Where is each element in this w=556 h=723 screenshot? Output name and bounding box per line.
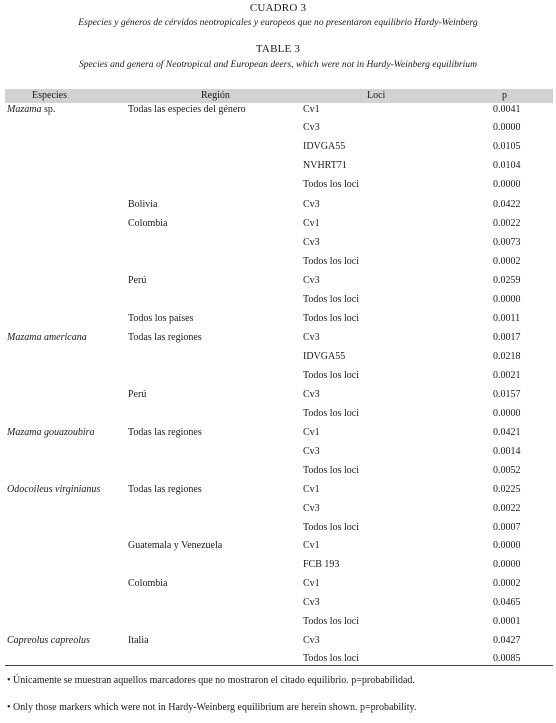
table-row [5,465,553,481]
cell-locus: IDVGA55 [303,141,346,152]
cell-p: 0.0011 [493,313,521,324]
species-name: Mazama [7,104,42,115]
cell-locus: NVHRT71 [303,160,347,171]
header-p: p [502,90,507,101]
cell-region: Bolivia [128,199,158,210]
cell-region: Todas las especies del género [128,104,246,115]
cell-locus: Cv3 [303,199,320,210]
cell-p: 0.0022 [493,503,521,514]
cell-species [7,427,95,438]
table-row [5,122,553,138]
table-row [5,141,553,157]
header-loci: Loci [367,90,386,101]
table-row [5,446,553,462]
cell-region: Italia [128,635,149,646]
cell-p: 0.0052 [493,465,521,476]
table-row [5,199,553,215]
cell-locus: Cv1 [303,104,320,115]
cell-locus: Cv3 [303,389,320,400]
cell-p: 0.0000 [493,540,521,551]
cell-locus: Cv1 [303,578,320,589]
cell-locus: Todos los loci [303,313,359,324]
cell-p: 0.0000 [493,559,521,570]
cell-p: 0.0085 [493,653,521,664]
cell-species [7,484,100,495]
cell-locus: Cv3 [303,122,320,133]
species-name: Capreolus capreolus [7,635,90,646]
table-row [5,179,553,195]
table-row [5,294,553,310]
table-row [5,275,553,291]
header-region: Región [201,90,230,101]
cell-p: 0.0259 [493,275,521,286]
cell-locus: IDVGA55 [303,351,346,362]
cell-region: Todas las regiones [128,332,202,343]
table-row [5,256,553,272]
cell-locus: Cv1 [303,218,320,229]
table-row [5,559,553,575]
table-row [5,389,553,405]
table-row [5,635,553,651]
cell-region: Todas las regiones [128,484,202,495]
cell-species [7,104,55,115]
cell-region: Guatemala y Venezuela [128,540,223,551]
spanish-caption: Especies y géneros de cérvidos neotropicales y europeos que no presentaron equilibrio Hardy-Weinberg [78,17,478,28]
cell-locus: Cv3 [303,446,320,457]
species-suffix: sp. [41,104,56,115]
cell-p: 0.0000 [493,408,521,419]
cell-locus: Cv3 [303,635,320,646]
cell-p: 0.0021 [493,370,521,381]
table-header [5,89,553,103]
cell-p: 0.0002 [493,256,521,267]
cell-locus: FCB 193 [303,559,340,570]
table-row [5,616,553,632]
table-bottom-rule [5,665,553,666]
header-species: Especies [32,90,67,101]
cell-species [7,635,90,646]
cell-p: 0.0022 [493,218,521,229]
footnote-spanish: • Únicamente se muestran aquellos marcadores que no mostraron el citado equilibrio. p=probabilidad. [7,675,415,686]
cell-locus: Todos los loci [303,465,359,476]
cell-locus: Cv3 [303,332,320,343]
table-row [5,597,553,613]
cell-p: 0.0225 [493,484,521,495]
cell-p: 0.0041 [493,104,521,115]
table-row [5,578,553,594]
cell-locus: Todos los loci [303,256,359,267]
cell-region: Colombia [128,218,168,229]
cell-p: 0.0157 [493,389,521,400]
footnote-english: • Only those markers which were not in Hardy-Weinberg equilibrium are herein shown. p=probability. [7,702,417,713]
cell-locus: Cv3 [303,237,320,248]
cell-p: 0.0465 [493,597,521,608]
cell-locus: Cv3 [303,275,320,286]
cell-p: 0.0421 [493,427,521,438]
species-name: Mazama americana [7,332,87,343]
cell-region: Todas las regiones [128,427,202,438]
cell-region: Todos los países [128,313,194,324]
cell-locus: Todos los loci [303,653,359,664]
cell-p: 0.0002 [493,578,521,589]
cell-locus: Todos los loci [303,408,359,419]
table-title: TABLE 3 [255,43,301,55]
table-row [5,237,553,253]
table-row [5,653,553,669]
table-row [5,218,553,234]
table-row [5,313,553,329]
cell-p: 0.0422 [493,199,521,210]
table-row [5,160,553,176]
table-row [5,540,553,556]
cuadro-label: CUADRO 3 [249,2,307,14]
table-row [5,351,553,367]
cell-locus: Todos los loci [303,616,359,627]
cell-locus: Cv3 [303,503,320,514]
cell-p: 0.0104 [493,160,521,171]
table-row [5,522,553,538]
cell-p: 0.0014 [493,446,521,457]
cell-locus: Todos los loci [303,179,359,190]
species-name: Odocoileus virginianus [7,484,101,495]
cell-p: 0.0000 [493,294,521,305]
table-row [5,427,553,443]
cell-p: 0.0073 [493,237,521,248]
cell-locus: Todos los loci [303,294,359,305]
table-row [5,370,553,386]
cell-p: 0.0000 [493,179,521,190]
cell-region: Colombia [128,578,168,589]
cell-p: 0.0427 [493,635,521,646]
cell-locus: Cv1 [303,484,320,495]
table-row [5,332,553,348]
table-row [5,503,553,519]
cell-p: 0.0017 [493,332,521,343]
cell-locus: Todos los loci [303,370,359,381]
cell-locus: Cv1 [303,427,320,438]
cell-p: 0.0000 [493,122,521,133]
cell-locus: Todos los loci [303,522,359,533]
species-name: Mazama gouazoubira [7,427,95,438]
cell-p: 0.0218 [493,351,521,362]
cell-region: Perú [128,275,147,286]
table-row [5,408,553,424]
cell-p: 0.0105 [493,141,521,152]
cell-p: 0.0001 [493,616,521,627]
english-caption: Species and genera of Neotropical and European deers, which were not in Hardy-Weinberg equilibrium [78,59,478,70]
table-row [5,104,553,120]
cell-locus: Cv1 [303,540,320,551]
cell-species [7,332,87,343]
cell-region: Perú [128,389,147,400]
cell-locus: Cv3 [303,597,320,608]
cell-p: 0.0007 [493,522,521,533]
table-row [5,484,553,500]
